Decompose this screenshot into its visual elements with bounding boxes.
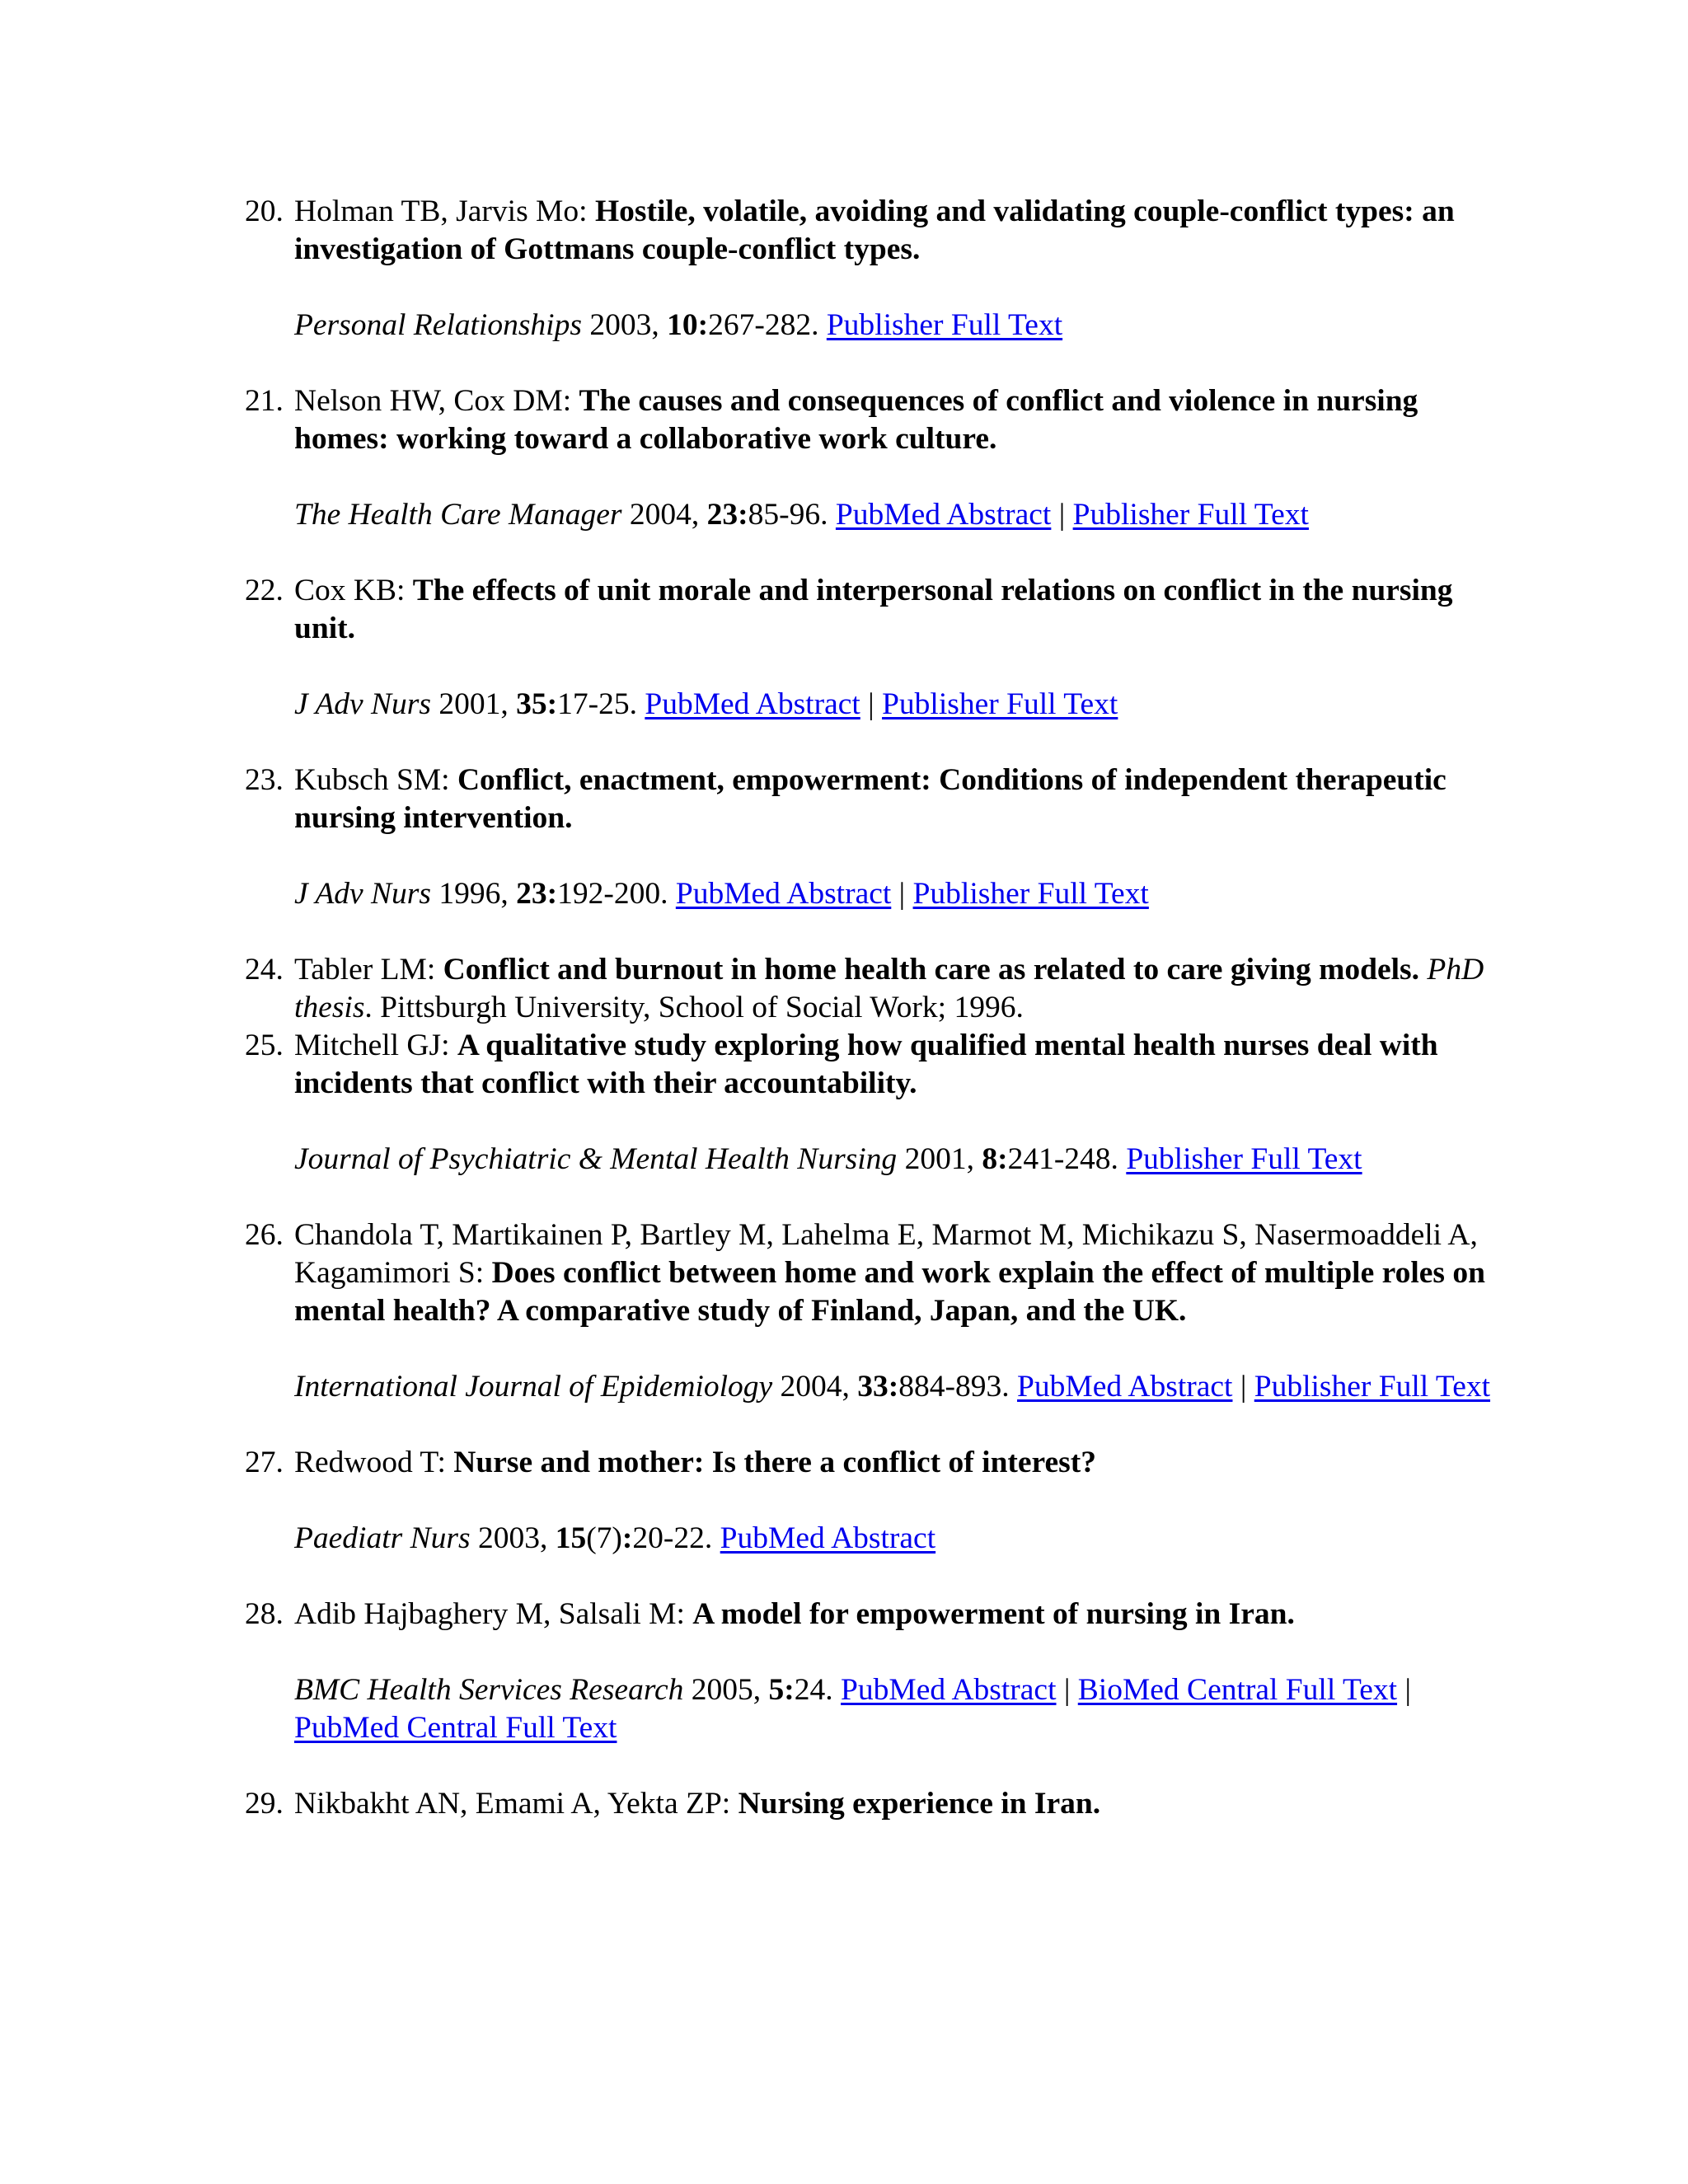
reference-number: 26. [245, 1218, 284, 1252]
link-separator: | [1404, 1673, 1411, 1707]
reference-authors: Mitchell GJ: [294, 1029, 450, 1062]
volume: 23: [706, 498, 748, 532]
pages: 85-96. [748, 498, 828, 532]
reference-title: Does conflict between home and work explain the effect of multiple roles on mental health? A comparative study of Finland, Japan, and the UK. [294, 1256, 1485, 1328]
reference-authors: Nikbakht AN, Emami A, Yekta ZP: [294, 1787, 731, 1821]
reference-authors: Adib Hajbaghery M, Salsali M: [294, 1597, 685, 1631]
pubmed-central-full-text-link[interactable]: PubMed Central Full Text [294, 1711, 617, 1745]
reference-title: A model for empowerment of nursing in Iran. [692, 1597, 1295, 1631]
biomed-central-full-text-link[interactable]: BioMed Central Full Text [1077, 1673, 1398, 1707]
reference-heading [294, 193, 1498, 269]
reference-item-21 [245, 382, 1498, 534]
publisher-full-text-link[interactable]: Publisher Full Text [912, 877, 1149, 911]
pubmed-abstract-link[interactable]: PubMed Abstract [841, 1673, 1057, 1707]
pages: 24. [794, 1673, 833, 1707]
publication-year: 1996, [438, 877, 509, 911]
journal-name: Journal of Psychiatric & Mental Health Nursing [294, 1142, 898, 1176]
reference-heading [294, 1596, 1498, 1633]
publication-year: 2003, [589, 308, 659, 342]
reference-citation [294, 496, 1498, 534]
reference-authors: Nelson HW, Cox DM: [294, 384, 572, 418]
publication-year: 2001, [904, 1142, 974, 1176]
reference-item-24 [245, 951, 1498, 1027]
reference-item-25 [245, 1027, 1498, 1179]
reference-authors: Kubsch SM: [294, 763, 450, 797]
pubmed-abstract-link[interactable]: PubMed Abstract [720, 1521, 936, 1555]
reference-item-23 [245, 762, 1498, 913]
reference-number: 29. [245, 1787, 284, 1821]
volume: 33: [857, 1370, 899, 1404]
reference-heading [294, 572, 1498, 648]
link-separator: | [1058, 498, 1066, 532]
publisher-full-text-link[interactable]: Publisher Full Text [882, 687, 1118, 721]
volume: 15 [555, 1521, 587, 1555]
reference-item-22 [245, 572, 1498, 724]
reference-number: 24. [245, 953, 284, 987]
volume: 23: [516, 877, 558, 911]
reference-title: Hostile, volatile, avoiding and validating couple-conflict types: an investigation of Gottmans couple-conflict types. [294, 194, 1455, 266]
reference-title: Conflict, enactment, empowerment: Conditions of independent therapeutic nursing intervention. [294, 763, 1447, 835]
reference-heading [294, 1216, 1498, 1330]
reference-citation [294, 1368, 1498, 1406]
reference-number: 20. [245, 194, 284, 228]
reference-title: The effects of unit morale and interpersonal relations on conflict in the nursing unit. [294, 574, 1453, 645]
pubmed-abstract-link[interactable]: PubMed Abstract [835, 498, 1052, 532]
reference-number: 25. [245, 1029, 284, 1062]
volume-colon: : [621, 1521, 633, 1555]
reference-citation [294, 875, 1498, 913]
thesis-details: . Pittsburgh University, School of Social Work; 1996. [364, 991, 1024, 1024]
reference-number: 22. [245, 574, 284, 607]
pages: 884-893. [898, 1370, 1010, 1404]
reference-authors: Redwood T: [294, 1446, 446, 1479]
volume: 10: [667, 308, 709, 342]
reference-citation [294, 1671, 1498, 1747]
pages: 267-282. [708, 308, 819, 342]
reference-number: 27. [245, 1446, 284, 1479]
journal-name: The Health Care Manager [294, 498, 622, 532]
reference-heading [294, 1027, 1498, 1103]
reference-authors: Holman TB, Jarvis Mo: [294, 194, 588, 228]
reference-title: Nursing experience in Iran. [738, 1787, 1101, 1821]
reference-heading [294, 1444, 1498, 1482]
publication-year: 2004, [780, 1370, 850, 1404]
reference-item-27 [245, 1444, 1498, 1558]
reference-title: Nurse and mother: Is there a conflict of interest? [453, 1446, 1096, 1479]
journal-name: J Adv Nurs [294, 687, 431, 721]
pubmed-abstract-link[interactable]: PubMed Abstract [645, 687, 860, 721]
reference-title: The causes and consequences of conflict and violence in nursing homes: working toward a collaborative work culture. [294, 384, 1418, 456]
volume: 8: [982, 1142, 1008, 1176]
reference-citation [294, 307, 1498, 344]
reference-authors: Tabler LM: [294, 953, 436, 987]
link-separator: | [1240, 1370, 1247, 1404]
publisher-full-text-link[interactable]: Publisher Full Text [1254, 1370, 1491, 1404]
journal-name: Paediatr Nurs [294, 1521, 471, 1555]
reference-number: 23. [245, 763, 284, 797]
volume: 35: [516, 687, 558, 721]
pages: 17-25. [557, 687, 637, 721]
publisher-full-text-link[interactable]: Publisher Full Text [1072, 498, 1309, 532]
reference-heading [294, 951, 1498, 1027]
reference-citation [294, 1520, 1498, 1558]
journal-name: Personal Relationships [294, 308, 582, 342]
reference-number: 21. [245, 384, 284, 418]
volume: 5: [768, 1673, 795, 1707]
publication-year: 2003, [477, 1521, 548, 1555]
journal-name: International Journal of Epidemiology [294, 1370, 773, 1404]
reference-authors: Cox KB: [294, 574, 406, 607]
link-separator: | [868, 687, 874, 721]
reference-item-20 [245, 193, 1498, 344]
link-separator: | [1063, 1673, 1071, 1707]
journal-name: BMC Health Services Research [294, 1673, 684, 1707]
reference-citation [294, 686, 1498, 724]
publication-year: 2001, [438, 687, 509, 721]
reference-title: Conflict and burnout in home health care as related to care giving models. [443, 953, 1420, 987]
publisher-full-text-link[interactable]: Publisher Full Text [826, 308, 1063, 342]
reference-authors: Chandola T, Martikainen P, Bartley M, Lahelma E, Marmot M, Michikazu S, Nasermoaddeli A, Kagamimori S: [294, 1218, 1478, 1290]
pages: 192-200. [557, 877, 668, 911]
publication-year: 2005, [691, 1673, 762, 1707]
pubmed-abstract-link[interactable]: PubMed Abstract [1017, 1370, 1233, 1404]
reference-item-28 [245, 1596, 1498, 1747]
reference-citation [294, 1141, 1498, 1179]
thesis-type: PhD thesis [294, 953, 1484, 1024]
reference-list [245, 193, 1498, 1861]
link-separator: | [898, 877, 906, 911]
publication-year: 2004, [629, 498, 700, 532]
publisher-full-text-link[interactable]: Publisher Full Text [1126, 1142, 1362, 1176]
pages: 20-22. [632, 1521, 713, 1555]
reference-heading [294, 762, 1498, 837]
issue: (7) [586, 1521, 622, 1555]
reference-item-29 [245, 1785, 1498, 1823]
pubmed-abstract-link[interactable]: PubMed Abstract [675, 877, 892, 911]
reference-title: A qualitative study exploring how qualified mental health nurses deal with incidents that conflict with their accountability. [294, 1029, 1438, 1100]
reference-heading [294, 382, 1498, 458]
reference-item-26 [245, 1216, 1498, 1406]
pages: 241-248. [1007, 1142, 1118, 1176]
reference-heading [294, 1785, 1498, 1823]
journal-name: J Adv Nurs [294, 877, 431, 911]
reference-number: 28. [245, 1597, 284, 1631]
